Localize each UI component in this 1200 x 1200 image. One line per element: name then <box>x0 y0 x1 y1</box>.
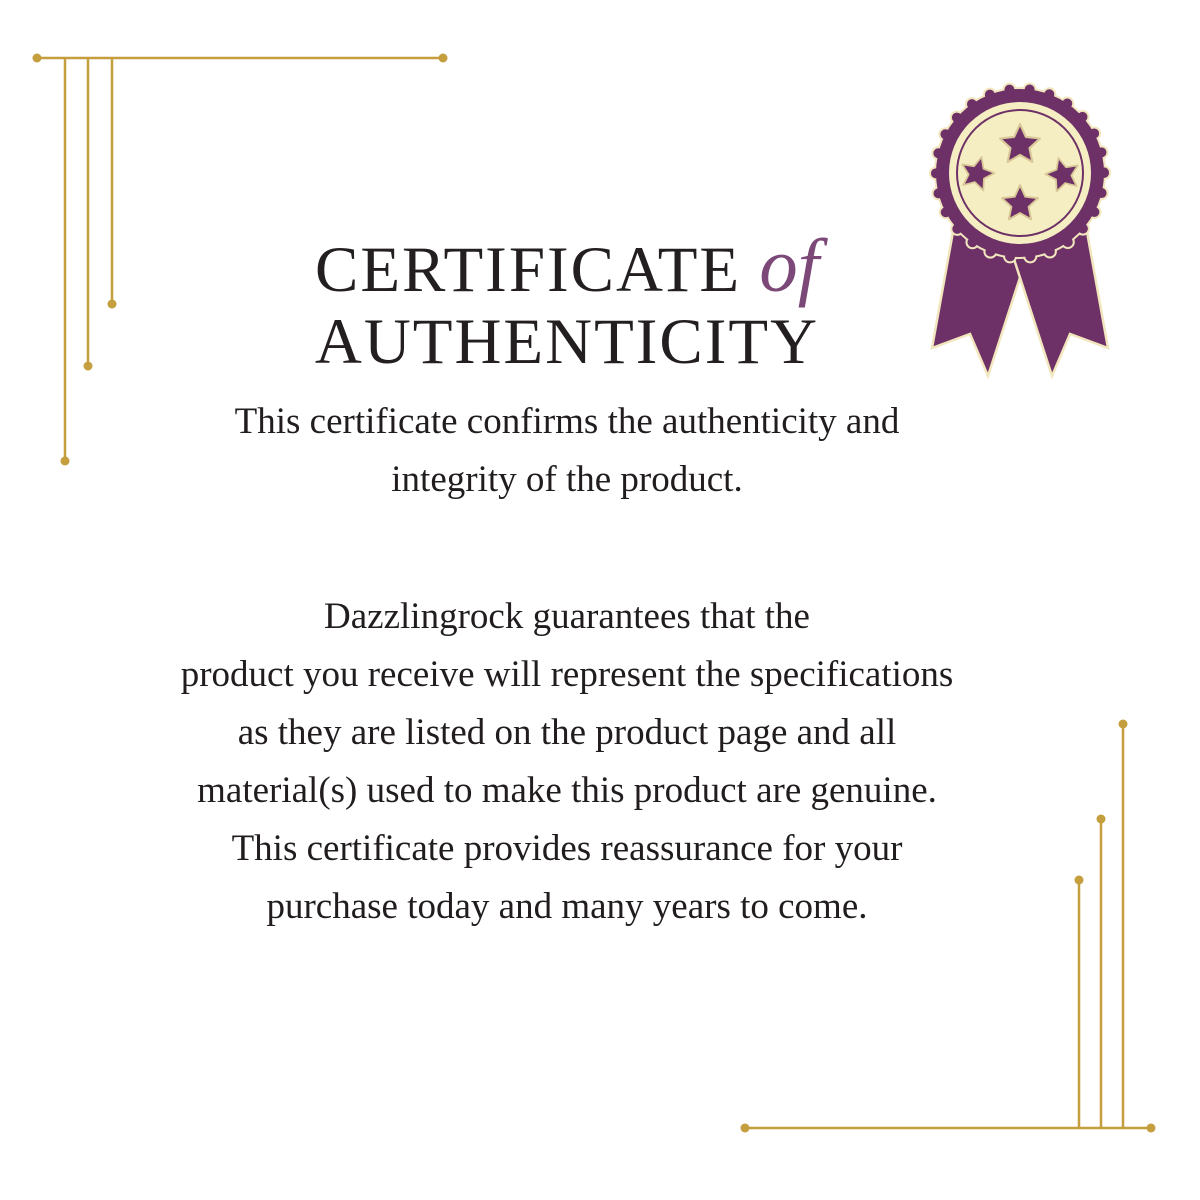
intro-line: This certificate confirms the authenticity and <box>234 401 900 442</box>
guarantee-paragraph <box>0 588 1134 936</box>
title-line-1 <box>0 223 1134 308</box>
title-line-2: AUTHENTICITY <box>314 306 820 378</box>
intro-line: integrity of the product. <box>391 459 743 500</box>
title-word-certificate: CERTIFICATE <box>314 234 742 306</box>
body-line: product you receive will represent the specifications <box>180 654 954 695</box>
certificate-title <box>0 223 1134 378</box>
body-line: material(s) used to make this product are genuine. <box>197 770 937 811</box>
body-line: as they are listed on the product page and all <box>237 712 897 753</box>
body-line: Dazzlingrock guarantees that the <box>324 596 810 637</box>
body-line: purchase today and many years to come. <box>266 886 868 927</box>
title-word-of: of <box>759 223 820 308</box>
body-line: This certificate provides reassurance for your <box>231 828 903 869</box>
intro-statement <box>0 393 1134 509</box>
